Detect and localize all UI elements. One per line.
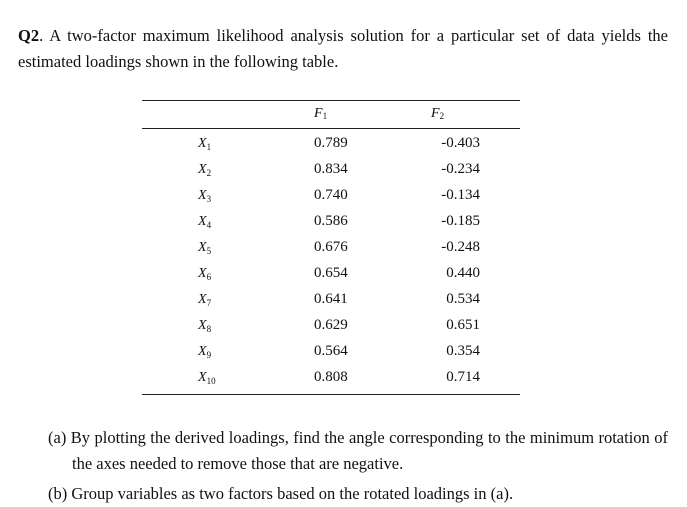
table-row xyxy=(142,262,520,288)
loading-f1: 0.629 xyxy=(314,317,348,333)
var-letter: X xyxy=(198,344,207,359)
row-variable xyxy=(198,214,211,230)
loading-f1: 0.676 xyxy=(314,239,348,255)
table-bottom-rule xyxy=(142,394,520,395)
var-sub: 3 xyxy=(206,194,212,204)
loading-f2: -0.403 xyxy=(441,135,480,151)
header-f1-letter: F xyxy=(314,106,323,121)
table-header-rule xyxy=(142,128,520,129)
var-letter: X xyxy=(198,292,207,307)
loading-f1: 0.834 xyxy=(314,161,348,177)
var-letter: X xyxy=(198,240,207,255)
header-f2 xyxy=(431,106,444,122)
table-row xyxy=(142,236,520,262)
table-row xyxy=(142,366,520,392)
var-letter: X xyxy=(198,318,207,333)
table-row xyxy=(142,158,520,184)
loading-f1: 0.740 xyxy=(314,187,348,203)
part-a xyxy=(48,425,668,477)
loading-f2: -0.134 xyxy=(441,187,480,203)
var-letter: X xyxy=(198,136,207,151)
loading-f1: 0.789 xyxy=(314,135,348,151)
table-row xyxy=(142,210,520,236)
var-sub: 2 xyxy=(206,168,212,178)
table-row xyxy=(142,184,520,210)
var-letter: X xyxy=(198,266,207,281)
header-f2-sub: 2 xyxy=(439,111,445,121)
loading-f1: 0.641 xyxy=(314,291,348,307)
table-row xyxy=(142,340,520,366)
row-variable xyxy=(198,188,211,204)
var-letter: X xyxy=(198,188,207,203)
part-a-text: By plotting the derived loadings, find the angle corresponding to the minimum rotation of the axes needed to remove those that are negative. xyxy=(70,428,668,473)
part-b-text: Group variables as two factors based on the rotated loadings in (a). xyxy=(71,484,514,503)
loading-f2: 0.714 xyxy=(446,369,480,385)
loading-f2: 0.354 xyxy=(446,343,480,359)
var-sub: 9 xyxy=(206,350,212,360)
question-parts xyxy=(48,425,668,507)
header-f1 xyxy=(314,106,327,122)
row-variable xyxy=(198,370,216,386)
var-sub: 6 xyxy=(206,272,212,282)
loading-f1: 0.654 xyxy=(314,265,348,281)
loading-f2: 0.651 xyxy=(446,317,480,333)
var-sub: 7 xyxy=(206,298,212,308)
var-sub: 10 xyxy=(206,376,216,386)
var-letter: X xyxy=(198,162,207,177)
question-body: . A two-factor maximum likelihood analysis solution for a particular set of data yields the estimated loadings shown in the following table. xyxy=(18,26,668,71)
row-variable xyxy=(198,266,211,282)
part-b-label: (b) xyxy=(48,484,68,503)
row-variable xyxy=(198,318,211,334)
table-row xyxy=(142,132,520,158)
table-top-rule xyxy=(142,100,520,101)
question-label: Q2 xyxy=(18,26,40,45)
loading-f1: 0.564 xyxy=(314,343,348,359)
var-sub: 4 xyxy=(206,220,212,230)
header-f1-sub: 1 xyxy=(322,111,328,121)
part-b xyxy=(48,481,668,507)
var-letter: X xyxy=(198,370,207,385)
row-variable xyxy=(198,292,211,308)
var-sub: 1 xyxy=(206,142,212,152)
row-variable xyxy=(198,162,211,178)
loading-f2: 0.534 xyxy=(446,291,480,307)
var-sub: 8 xyxy=(206,324,212,334)
row-variable xyxy=(198,136,211,152)
loading-f2: -0.185 xyxy=(441,213,480,229)
loading-f1: 0.586 xyxy=(314,213,348,229)
header-f2-letter: F xyxy=(431,106,440,121)
row-variable xyxy=(198,240,211,256)
table-row xyxy=(142,288,520,314)
part-a-label: (a) xyxy=(48,428,67,447)
row-variable xyxy=(198,344,211,360)
loading-f2: 0.440 xyxy=(446,265,480,281)
loading-f2: -0.234 xyxy=(441,161,480,177)
loading-f2: -0.248 xyxy=(441,239,480,255)
question-text xyxy=(18,23,668,75)
var-letter: X xyxy=(198,214,207,229)
var-sub: 5 xyxy=(206,246,212,256)
table-row xyxy=(142,314,520,340)
loading-f1: 0.808 xyxy=(314,369,348,385)
